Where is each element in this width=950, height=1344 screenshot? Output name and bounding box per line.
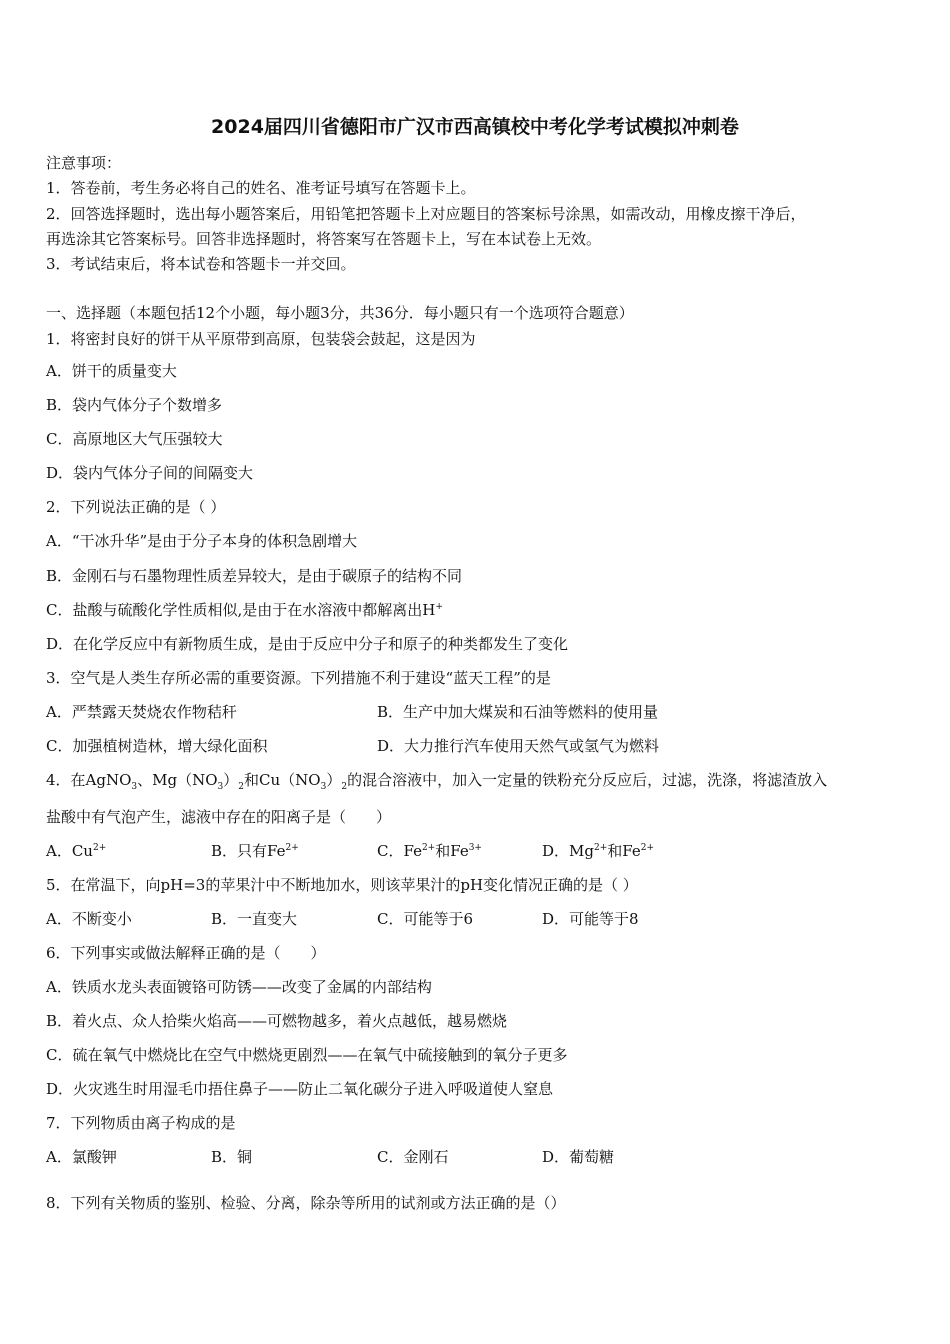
notice-item: 3．考试结束后，将本试卷和答题卡一并交回。 bbox=[46, 255, 356, 273]
option-d: D．可能等于8 bbox=[542, 910, 639, 928]
charge-superscript: 2+ bbox=[594, 843, 608, 853]
stem-part: 、Mg（NO bbox=[137, 771, 218, 789]
option-c: C．加强植树造林，增大绿化面积 bbox=[46, 737, 268, 755]
subscript: 2 bbox=[341, 782, 348, 792]
option-b: B．袋内气体分子个数增多 bbox=[46, 396, 223, 414]
charge-superscript: + bbox=[435, 602, 443, 612]
question-stem: 7．下列物质由离子构成的是 bbox=[46, 1114, 236, 1132]
option-d: D．袋内气体分子间的间隔变大 bbox=[46, 464, 254, 482]
option-text: C．盐酸与硫酸化学性质相似,是由于在水溶液中都解离出H bbox=[46, 601, 436, 619]
notice-item: 再选涂其它答案标号。回答非选择题时，将答案写在答题卡上，写在本试卷上无效。 bbox=[46, 230, 602, 248]
option-a: A．不断变小 bbox=[46, 910, 132, 928]
option-b bbox=[211, 840, 299, 861]
option-b: B．一直变大 bbox=[211, 910, 298, 928]
option-text: B．只有Fe bbox=[211, 842, 286, 860]
page-title: 2024届四川省德阳市广汉市西高镇校中考化学考试模拟冲刺卷 bbox=[211, 116, 739, 138]
option-a: A．严禁露天焚烧农作物秸秆 bbox=[46, 703, 237, 721]
charge-superscript: 3+ bbox=[468, 843, 482, 853]
option-text: 和Fe bbox=[607, 842, 641, 860]
option-text: D．Mg bbox=[542, 842, 594, 860]
option-b: B．着火点、众人拾柴火焰高——可燃物越多，着火点越低，越易燃烧 bbox=[46, 1012, 508, 1030]
charge-superscript: 2+ bbox=[640, 843, 655, 853]
question-stem: 8．下列有关物质的鉴别、检验、分离，除杂等所用的试剂或方法正确的是（） bbox=[46, 1194, 566, 1212]
charge-superscript: 2+ bbox=[285, 843, 299, 853]
option-a bbox=[46, 840, 106, 861]
subscript: 3 bbox=[217, 782, 224, 792]
subscript: 3 bbox=[131, 782, 138, 792]
option-a: A．氯酸钾 bbox=[46, 1148, 117, 1166]
option-text: A．Cu bbox=[46, 842, 93, 860]
notice-item: 1．答卷前，考生务必将自己的姓名、准考证号填写在答题卡上。 bbox=[46, 179, 476, 197]
stem-part: ） bbox=[223, 771, 239, 789]
option-b: B．生产中加大煤炭和石油等燃料的使用量 bbox=[377, 703, 659, 721]
stem-part: 的混合溶液中，加入一定量的铁粉充分反应后，过滤，洗涤，将滤渣放入 bbox=[347, 771, 828, 789]
question-stem: 1．将密封良好的饼干从平原带到高原，包装袋会鼓起，这是因为 bbox=[46, 330, 476, 348]
charge-superscript: 2+ bbox=[421, 843, 436, 853]
option-a: A．“干冰升华”是由于分子本身的体积急剧增大 bbox=[46, 532, 358, 550]
option-b: B．金刚石与石墨物理性质差异较大，是由于碳原子的结构不同 bbox=[46, 567, 463, 585]
question-stem: 3．空气是人类生存所必需的重要资源。下列措施不利于建设“蓝天工程”的是 bbox=[46, 669, 551, 687]
charge-superscript: 2+ bbox=[92, 843, 107, 853]
question-stem bbox=[46, 769, 827, 790]
subscript: 3 bbox=[320, 782, 327, 792]
option-c: C．金刚石 bbox=[377, 1148, 449, 1166]
notice-heading: 注意事项： bbox=[46, 154, 122, 172]
option-c: C．可能等于6 bbox=[377, 910, 474, 928]
option-a: A．铁质水龙头表面镀铬可防锈——改变了金属的内部结构 bbox=[46, 978, 432, 996]
option-text: C．Fe bbox=[377, 842, 422, 860]
stem-part: ） bbox=[326, 771, 342, 789]
notice-item: 2．回答选择题时，选出每小题答案后，用铅笔把答题卡上对应题目的答案标号涂黑，如需改动，用橡皮擦干净后， bbox=[46, 205, 806, 223]
question-stem: 2．下列说法正确的是（ ） bbox=[46, 498, 226, 516]
option-a: A．饼干的质量变大 bbox=[46, 362, 177, 380]
option-d: D．大力推行汽车使用天然气或氢气为燃料 bbox=[377, 737, 660, 755]
stem-part: 和Cu（NO bbox=[244, 771, 321, 789]
option-d: D．在化学反应中有新物质生成，是由于反应中分子和原子的种类都发生了变化 bbox=[46, 635, 569, 653]
option-c bbox=[46, 599, 443, 620]
subscript: 2 bbox=[238, 782, 245, 792]
option-c: C．高原地区大气压强较大 bbox=[46, 430, 223, 448]
option-text: 和Fe bbox=[435, 842, 469, 860]
question-stem: 5．在常温下，向pH=3的苹果汁中不断地加水，则该苹果汁的pH变化情况正确的是（ ） bbox=[46, 876, 638, 894]
section-heading: 一、选择题（本题包括12个小题，每小题3分，共36分．每小题只有一个选项符合题意） bbox=[46, 304, 634, 322]
question-stem: 6．下列事实或做法解释正确的是（ ） bbox=[46, 944, 326, 962]
option-d bbox=[542, 840, 654, 861]
stem-part: 4．在AgNO bbox=[46, 771, 132, 789]
option-c bbox=[377, 840, 482, 861]
option-d: D．火灾逃生时用湿毛巾捂住鼻子——防止二氧化碳分子进入呼吸道使人窒息 bbox=[46, 1080, 554, 1098]
option-d: D．葡萄糖 bbox=[542, 1148, 615, 1166]
option-b: B．铜 bbox=[211, 1148, 253, 1166]
question-stem-continued: 盐酸中有气泡产生，滤液中存在的阳离子是（ ） bbox=[46, 808, 392, 826]
option-c: C．硫在氧气中燃烧比在空气中燃烧更剧烈——在氧气中硫接触到的氧分子更多 bbox=[46, 1046, 568, 1064]
